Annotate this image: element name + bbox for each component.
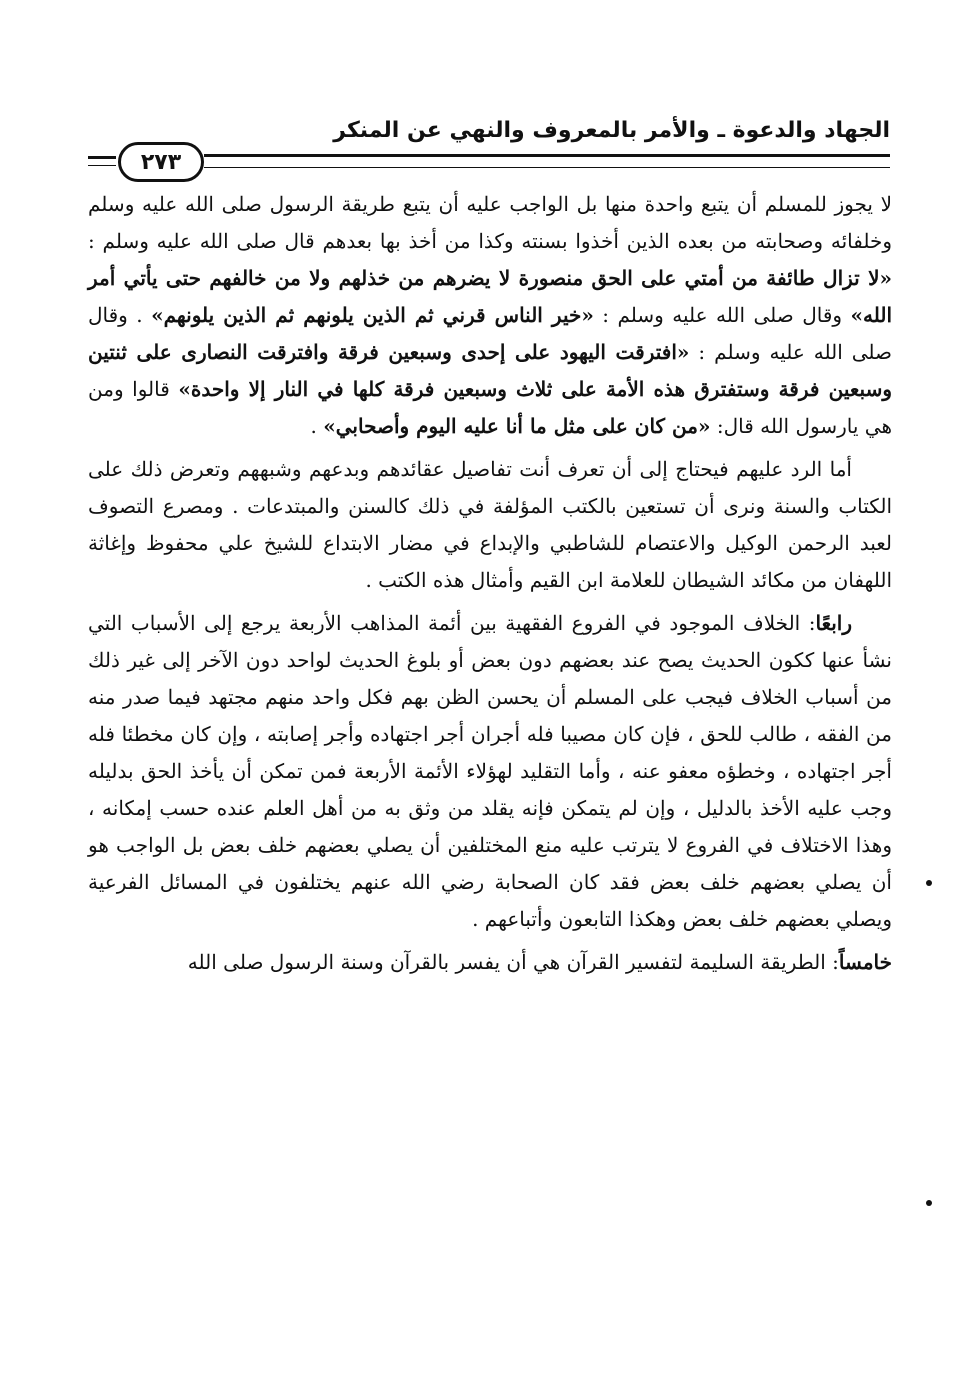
text-span: لا يجوز للمسلم أن يتبع واحدة منها بل الواجب عليه أن يتبع طريقة الرسول صلى الله عليه وسلم وخلفائه وصحابته من بعده الذين أخذوا بسنته وكذا من أخذ بها بعدهم قال صلى الله عليه وسلم : bbox=[88, 192, 892, 253]
running-header bbox=[88, 118, 890, 175]
margin-dot bbox=[926, 1200, 932, 1206]
hadith-quote: «خير الناس قرني ثم الذين يلونهم ثم الذين يلونهم» bbox=[151, 303, 594, 327]
paragraph-lead: رابعًا bbox=[815, 611, 852, 635]
header-rule bbox=[204, 154, 890, 168]
hadith-quote: «لا تزال طائفة من أمتي على الحق منصورة لا يضرهم من خذلهم ولا من خالفهم حتى يأتي أمر الله» bbox=[88, 266, 893, 327]
text-span: وقال صلى الله عليه وسلم : bbox=[593, 303, 851, 327]
header-title: الجهاد والدعوة ـ والأمر بالمعروف والنهي عن المنكر bbox=[333, 118, 890, 143]
margin-dot bbox=[926, 880, 932, 886]
page-number-badge: ٢٧٣ bbox=[118, 142, 204, 182]
text-span: : الطريقة السليمة لتفسير القرآن هي أن يفسر بالقرآن وسنة الرسول صلى الله bbox=[187, 950, 839, 974]
hadith-quote: «افترقت اليهود على إحدى وسبعين فرقة وافترقت النصارى على ثنتين وسبعين فرقة وستفترق هذه الأمة على ثلاث وسبعين فرقة كلها في النار إلا واحدة» bbox=[88, 340, 892, 401]
paragraph-lead: خامساً bbox=[838, 950, 892, 974]
paragraph-4 bbox=[88, 944, 892, 981]
hadith-quote: «من كان على مثل ما أنا عليه اليوم وأصحابي» bbox=[323, 414, 711, 438]
text-span: . وقال صلى الله عليه وسلم : bbox=[88, 303, 892, 364]
header-rule-end bbox=[88, 156, 116, 166]
text-span: قالوا ومن هي يارسول الله قال: bbox=[88, 377, 892, 438]
text-span: : الخلاف الموجود في الفروع الفقهية بين أئمة المذاهب الأربعة يرجع إلى الأسباب التي نشأ عنها ككون الحديث يصح عند بعضهم دون بعض أو بلوغ الحديث لواحد دون الآخر إلى غير ذلك من أسباب الخلاف فيجب على المسلم أن يحسن الظن بهم فكل واحد منهم مجتهد فيما صدر منه من الفقه ، طالب للحق ، فإن كان مصيبا فله أجران أجر اجتهاده وأجر إصابته ، وإن كان مخطئا فله أجر اجتهاده ، وخطؤه معفو عنه ، وأما التقليد لهؤلاء الأئمة الأربعة فمن تمكن أن يأخذ الحق بدليله وجب عليه الأخذ بالدليل ، وإن لم يتمكن فإنه يقلد من وثق به من أهل العلم عنده حسب إمكانه ، وهذا الاختلاف في الفروع لا يترتب عليه منع المختلفين أن يصلي بعضهم خلف بعض بل الواجب هو أن يصلي بعضهم خلف بعض فقد كان الصحابة رضي الله عنهم يختلفون في المسائل الفرعية ويصلي بعضهم خلف بعض وهكذا التابعون وأتباعهم . bbox=[88, 611, 892, 931]
paragraph-1 bbox=[88, 186, 892, 445]
text-span: . bbox=[310, 414, 324, 438]
body-text bbox=[88, 186, 892, 987]
paragraph-2: أما الرد عليهم فيحتاج إلى أن تعرف أنت تفاصيل عقائدهم وبدعهم وشبههم وتعرض ذلك على الكتاب والسنة ونرى أن تستعين بالكتب المؤلفة في ذلك كالسنن والمبتدعات . ومصرع التصوف لعبد الرحمن الوكيل والاعتصام للشاطبي والإبداع في مضار الابتداع للشيخ علي محفوظ وإغاثة اللهفان من مكائد الشيطان للعلامة ابن القيم وأمثال هذه الكتب . bbox=[88, 457, 892, 592]
paragraph-3 bbox=[88, 605, 892, 938]
